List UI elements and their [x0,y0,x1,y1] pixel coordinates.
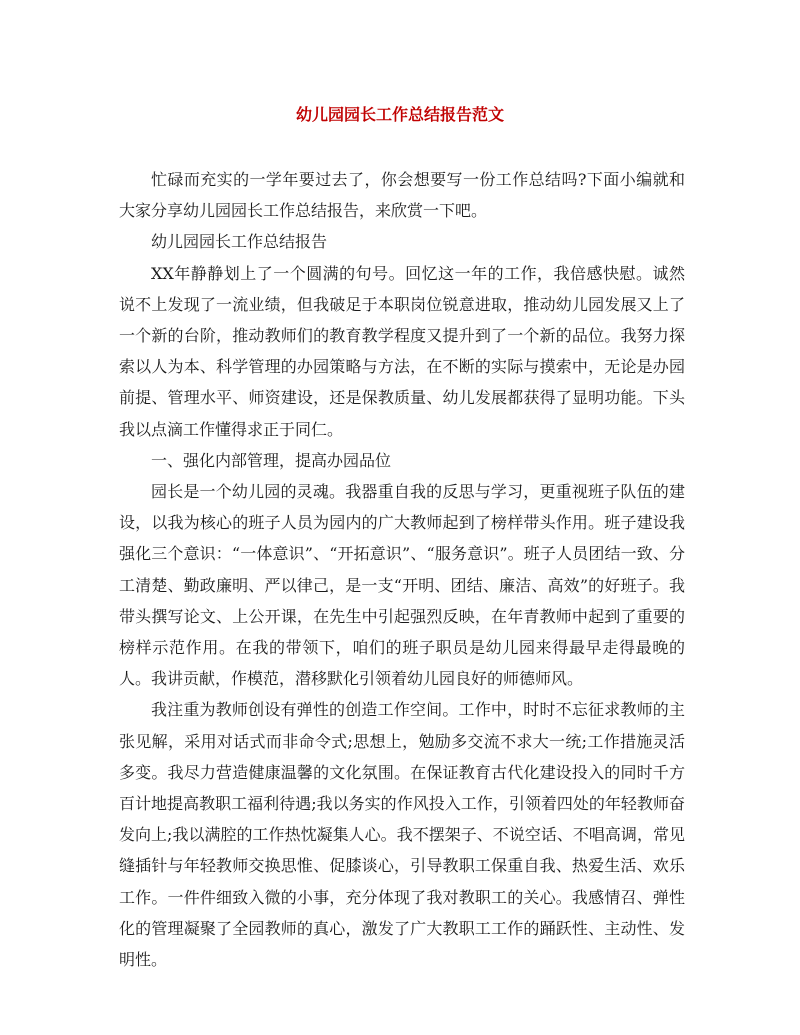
section-heading: 一、强化内部管理，提高办园品位 [151,450,392,470]
document-title: 幼儿园园长工作总结报告范文 [295,105,504,124]
paragraph-environment: 我注重为教师创设有弹性的创造工作空间。工作中，时时不忘征求教师的主张见解，采用对话式而非命令式;思想上，勉励多交流不求大一统;工作措施灵活多变。我尽力营造健康温馨的文化氛围。在保证教育古代化建设投入的同时千方百计地提高教职工福利待遇;我以务实的作风投入工作，引领着四处的年轻教师奋发向上;我以满腔的工作热忱凝集人心。我不摆架子、不说空话、不唱高调，常见缝插针与年轻教师交换思惟、促膝谈心，引导教职工保重自我、热爱生活、欢乐工作。一件件细致入微的小事，充分体现了我对教职工的关心。我感情召、弹性化的管理凝聚了全园教师的真心，激发了广大教职工工作的踊跃性、主动性、发明性。 [119,700,685,970]
paragraph-leadership: 园长是一个幼儿园的灵魂。我器重自我的反思与学习，更重视班子队伍的建设，以我为核心的班子人员为园内的广大教师起到了榜样带头作用。班子建设我强化三个意识：“一体意识”、“开拓意识”、“服务意识”。班子人员团结一致、分工清楚、勤政廉明、严以律己，是一支“开明、团结、廉洁、高效”的好班子。我带头撰写论文、上公开课，在先生中引起强烈反映，在年青教师中起到了重要的榜样示范作用。在我的带领下，咱们的班子职员是幼儿园来得最早走得最晚的人。我讲贡献，作模范，潜移默化引领着幼儿园良好的师德师风。 [119,482,685,689]
document-body [119,164,685,975]
paragraph-intro: 忙碌而充实的一学年要过去了，你会想要写一份工作总结吗?下面小编就和大家分享幼儿园园长工作总结报告，来欣赏一下吧。 [119,170,685,221]
paragraph-summary: XX年静静划上了一个圆满的句号。回忆这一年的工作，我倍感快慰。诚然说不上发现了一流业绩，但我破足于本职岗位锐意进取，推动幼儿园发展又上了一个新的台阶，推动教师们的教育教学程度又提升到了一个新的品位。我努力探索以人为本、科学管理的办园策略与方法，在不断的实际与摸索中，无论是办园前提、管理水平、师资建设，还是保教质量、幼儿发展都获得了显明功能。下头我以点滴工作懂得求正于同仁。 [119,263,685,439]
paragraph-subtitle: 幼儿园园长工作总结报告 [151,232,328,252]
